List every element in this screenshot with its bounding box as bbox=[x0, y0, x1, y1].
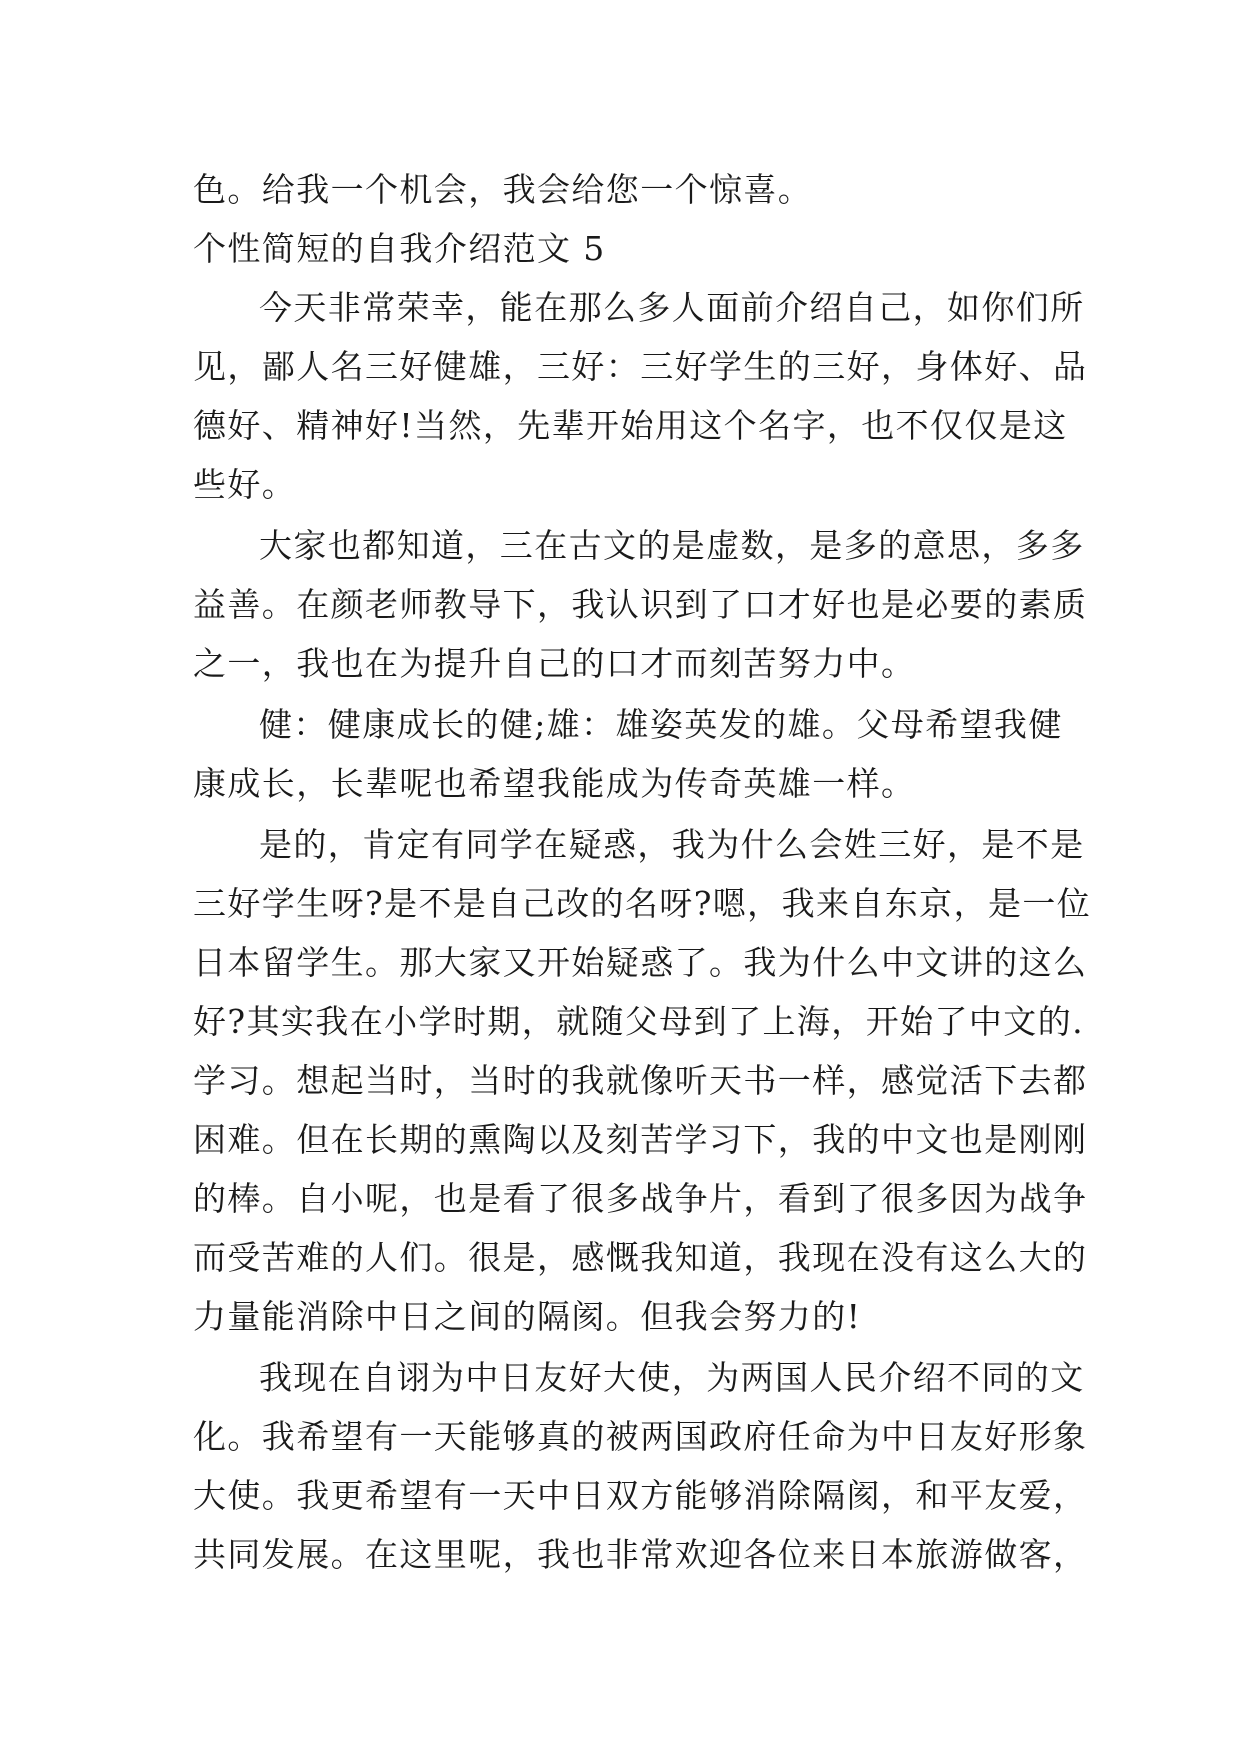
text-line: 共同发展。在这里呢，我也非常欢迎各位来日本旅游做客， bbox=[193, 1535, 1088, 1574]
text-line: 之一，我也在为提升自己的口才而刻苦努力中。 bbox=[193, 644, 916, 683]
text-line: 见，鄙人名三好健雄，三好：三好学生的三好，身体好、品 bbox=[193, 347, 1088, 386]
text-line: 困难。但在长期的熏陶以及刻苦学习下，我的中文也是刚刚 bbox=[193, 1120, 1088, 1159]
paragraph-first-line: 健：健康成长的健;雄：雄姿英发的雄。父母希望我健 bbox=[259, 705, 1063, 744]
document-page bbox=[193, 160, 1092, 1584]
text-line: 日本留学生。那大家又开始疑惑了。我为什么中文讲的这么 bbox=[193, 943, 1088, 982]
text-line: 益善。在颜老师教导下，我认识到了口才好也是必要的素质 bbox=[193, 585, 1088, 624]
text-line: 康成长，长辈呢也希望我能成为传奇英雄一样。 bbox=[193, 764, 916, 803]
text-line: 学习。想起当时，当时的我就像听天书一样，感觉活下去都 bbox=[193, 1061, 1088, 1100]
paragraph-first-line: 我现在自诩为中日友好大使，为两国人民介绍不同的文 bbox=[259, 1358, 1085, 1397]
paragraph-first-line: 今天非常荣幸，能在那么多人面前介绍自己，如你们所 bbox=[259, 288, 1085, 327]
text-line: 力量能消除中日之间的隔阂。但我会努力的! bbox=[193, 1297, 862, 1336]
text-line: 些好。 bbox=[193, 465, 297, 504]
section-heading: 个性简短的自我介绍范文 5 bbox=[193, 229, 606, 268]
text-line: 色。给我一个机会，我会给您一个惊喜。 bbox=[193, 170, 813, 209]
paragraph-first-line: 大家也都知道，三在古文的是虚数，是多的意思，多多 bbox=[259, 526, 1085, 565]
text-line: 大使。我更希望有一天中日双方能够消除隔阂，和平友爱， bbox=[193, 1476, 1088, 1515]
text-line: 的棒。自小呢，也是看了很多战争片，看到了很多因为战争 bbox=[193, 1179, 1088, 1218]
text-line: 而受苦难的人们。很是，感慨我知道，我现在没有这么大的 bbox=[193, 1238, 1088, 1277]
text-line: 三好学生呀?是不是自己改的名呀?嗯，我来自东京，是一位 bbox=[193, 884, 1092, 923]
text-line: 好?其实我在小学时期，就随父母到了上海，开始了中文的. bbox=[193, 1002, 1084, 1041]
text-line: 化。我希望有一天能够真的被两国政府任命为中日友好形象 bbox=[193, 1417, 1088, 1456]
paragraph-first-line: 是的，肯定有同学在疑惑，我为什么会姓三好，是不是 bbox=[259, 825, 1085, 864]
text-line: 德好、精神好!当然，先辈开始用这个名字，也不仅仅是这 bbox=[193, 406, 1068, 445]
